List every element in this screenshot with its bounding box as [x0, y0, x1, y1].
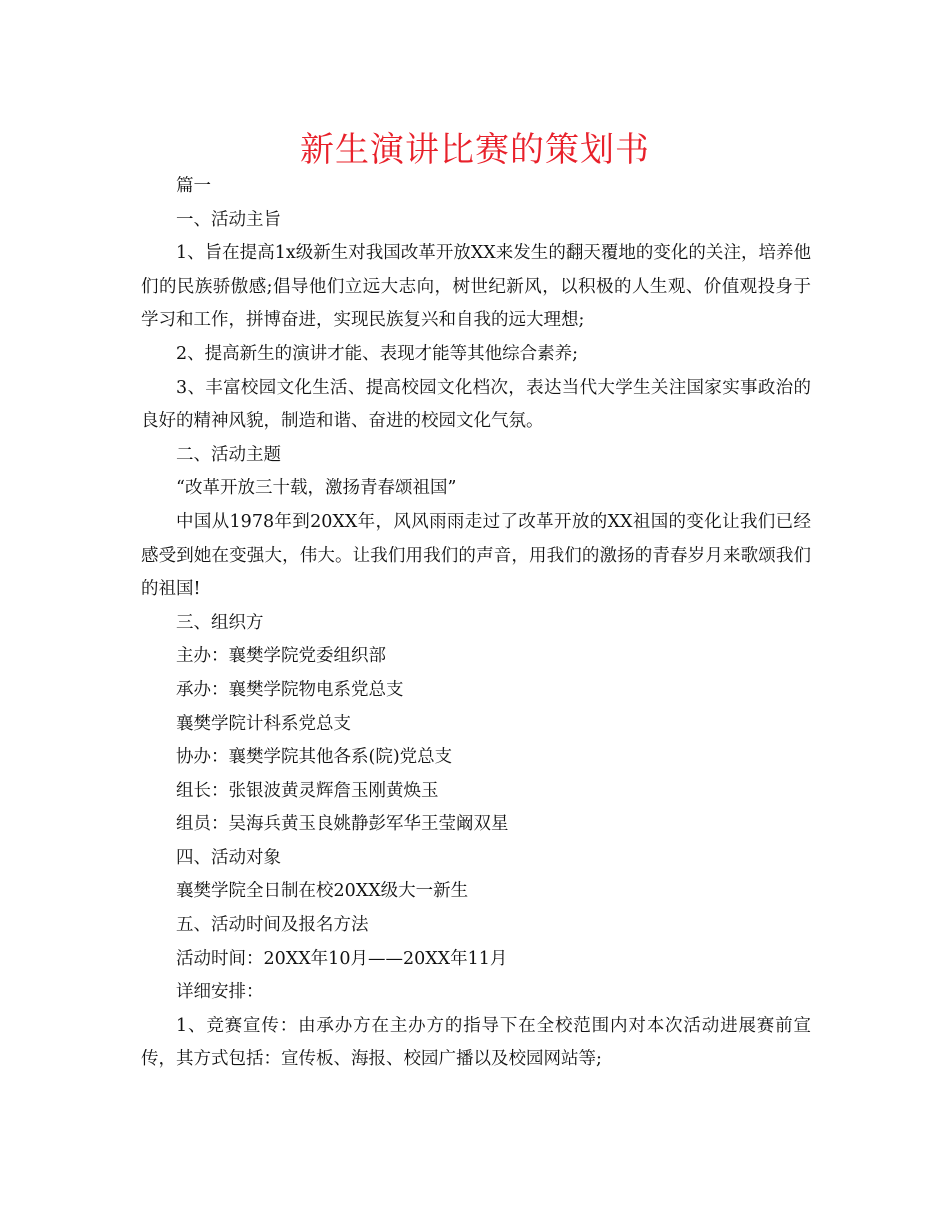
heading-time-and-registration: 五、活动时间及报名方法	[176, 915, 369, 936]
paragraph-publicity: 1、竞赛宣传：由承办方在主办方的指导下在全校范围内对本次活动进展赛前宣传，其方式包括：宣传板、海报、校园广播以及校园网站等;	[141, 1015, 811, 1070]
paragraph-section-label: 篇一	[176, 176, 211, 196]
paragraph-activity-time: 活动时间：20XX年10月——20XX年11月	[176, 948, 508, 969]
paragraph-theme-description: 中国从1978年到20XX年，风风雨雨走过了改革开放的XX祖国的变化让我们已经感受到她在变强大，伟大。让我们用我们的声音，用我们的激扬的青春岁月来歌颂我们的祖国!	[141, 511, 811, 600]
heading-activity-purpose: 一、活动主旨	[176, 209, 281, 230]
paragraph-team-members: 组员：吴海兵黄玉良姚静彭军华王莹阚双星	[176, 814, 509, 835]
heading-activity-theme: 二、活动主题	[176, 444, 281, 465]
paragraph-purpose-2: 2、提高新生的演讲才能、表现才能等其他综合素养;	[176, 343, 579, 364]
paragraph-purpose-1: 1、旨在提高1x级新生对我国改革开放XX来发生的翻天覆地的变化的关注，培养他们的民族骄傲感;倡导他们立远大志向，树世纪新风，以积极的人生观、价值观投身于学习和工作，拼博奋进，实现民族复兴和自我的远大理想;	[141, 243, 811, 331]
document-body	[141, 170, 811, 1077]
paragraph-team-leaders: 组长：张银波黄灵辉詹玉刚黄焕玉	[176, 780, 439, 801]
document-title: 新生演讲比赛的策划书	[300, 130, 650, 170]
paragraph-organizer-2: 襄樊学院计科系党总支	[176, 713, 351, 734]
paragraph-co-organizer: 协办：襄樊学院其他各系(院)党总支	[176, 747, 453, 768]
heading-organizers: 三、组织方	[176, 612, 264, 633]
heading-activity-target: 四、活动对象	[176, 847, 281, 868]
paragraph-organizer: 承办：襄樊学院物电系党总支	[176, 679, 404, 700]
paragraph-detailed-arrangement: 详细安排：	[176, 982, 264, 1003]
paragraph-host: 主办：襄樊学院党委组织部	[176, 646, 386, 667]
paragraph-purpose-3: 3、丰富校园文化生活、提高校园文化档次，表达当代大学生关注国家实事政治的良好的精神风貌，制造和谐、奋进的校园文化气氛。	[141, 377, 811, 432]
paragraph-theme-slogan: “改革开放三十载，激扬青春颂祖国”	[176, 478, 457, 499]
paragraph-target: 襄樊学院全日制在校20XX级大一新生	[176, 881, 469, 902]
